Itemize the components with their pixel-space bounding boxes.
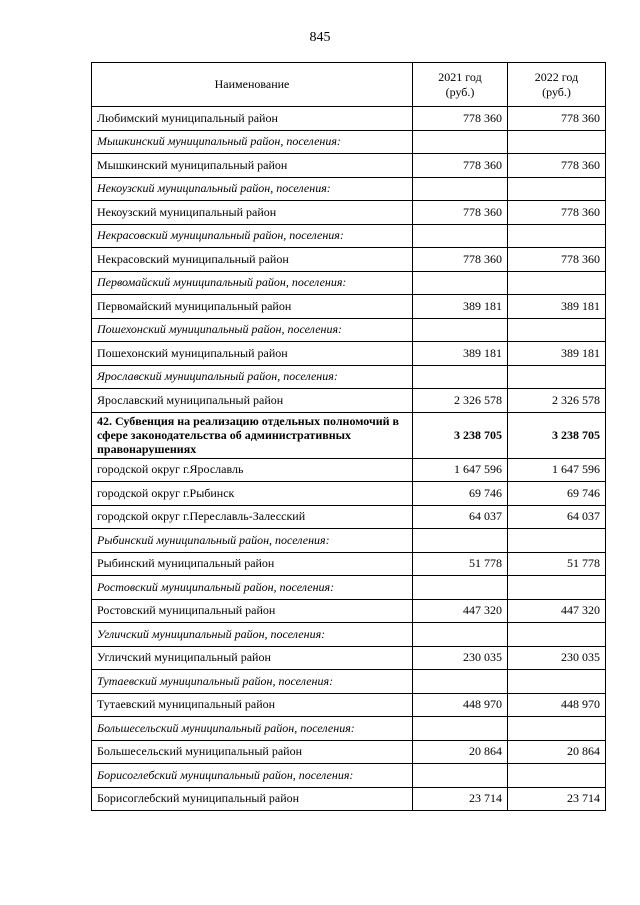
row-name: городской округ г.Рыбинск bbox=[92, 482, 413, 506]
table-row bbox=[92, 107, 606, 131]
row-name: Некрасовский муниципальный район, поселения: bbox=[92, 224, 413, 248]
value-2022: 2 326 578 bbox=[508, 389, 606, 413]
budget-table bbox=[91, 62, 606, 811]
value-2021: 1 647 596 bbox=[413, 458, 508, 482]
row-name: Большесельский муниципальный район, поселения: bbox=[92, 717, 413, 741]
value-2022 bbox=[508, 130, 606, 154]
header-2021-unit: (руб.) bbox=[445, 84, 475, 99]
row-name: Угличский муниципальный район, поселения: bbox=[92, 623, 413, 647]
value-2022 bbox=[508, 224, 606, 248]
value-2022 bbox=[508, 623, 606, 647]
value-2022 bbox=[508, 177, 606, 201]
value-2022: 389 181 bbox=[508, 295, 606, 319]
row-name: Пошехонский муниципальный район, поселения: bbox=[92, 318, 413, 342]
value-2022: 23 714 bbox=[508, 787, 606, 811]
subheader-row bbox=[92, 764, 606, 788]
value-2021 bbox=[413, 177, 508, 201]
header-2021-year: 2021 год bbox=[438, 69, 482, 84]
section-row bbox=[92, 412, 606, 458]
value-2021 bbox=[413, 670, 508, 694]
value-2022: 20 864 bbox=[508, 740, 606, 764]
value-2022: 448 970 bbox=[508, 693, 606, 717]
table-row bbox=[92, 154, 606, 178]
table-row bbox=[92, 787, 606, 811]
subheader-row bbox=[92, 365, 606, 389]
value-2021: 2 326 578 bbox=[413, 389, 508, 413]
row-name: Борисоглебский муниципальный район, поселения: bbox=[92, 764, 413, 788]
row-name: Тутаевский муниципальный район bbox=[92, 693, 413, 717]
table-row bbox=[92, 482, 606, 506]
value-2022: 230 035 bbox=[508, 646, 606, 670]
row-name: 42. Субвенция на реализацию отдельных полномочий в сфере законодательства об административных правонарушениях bbox=[92, 412, 413, 458]
value-2021 bbox=[413, 717, 508, 741]
value-2022: 778 360 bbox=[508, 154, 606, 178]
table-row bbox=[92, 599, 606, 623]
table-row bbox=[92, 552, 606, 576]
subheader-row bbox=[92, 529, 606, 553]
value-2021 bbox=[413, 529, 508, 553]
header-2021 bbox=[413, 63, 508, 107]
value-2021: 69 746 bbox=[413, 482, 508, 506]
value-2021: 447 320 bbox=[413, 599, 508, 623]
row-name: Угличский муниципальный район bbox=[92, 646, 413, 670]
value-2022: 69 746 bbox=[508, 482, 606, 506]
value-2021: 23 714 bbox=[413, 787, 508, 811]
value-2021: 778 360 bbox=[413, 248, 508, 272]
table-row bbox=[92, 458, 606, 482]
subheader-row bbox=[92, 717, 606, 741]
row-name: Мышкинский муниципальный район, поселения: bbox=[92, 130, 413, 154]
table-row bbox=[92, 201, 606, 225]
value-2022: 389 181 bbox=[508, 342, 606, 366]
value-2022 bbox=[508, 271, 606, 295]
value-2022: 778 360 bbox=[508, 107, 606, 131]
table-row bbox=[92, 505, 606, 529]
row-name: Любимский муниципальный район bbox=[92, 107, 413, 131]
value-2021 bbox=[413, 271, 508, 295]
row-name: Некоузский муниципальный район, поселения: bbox=[92, 177, 413, 201]
row-name: городской округ г.Переславль-Залесский bbox=[92, 505, 413, 529]
header-name: Наименование bbox=[92, 63, 413, 107]
value-2021 bbox=[413, 224, 508, 248]
header-2022-year: 2022 год bbox=[534, 69, 579, 84]
value-2021 bbox=[413, 576, 508, 600]
value-2021: 778 360 bbox=[413, 107, 508, 131]
header-2022-unit: (руб.) bbox=[542, 84, 571, 99]
value-2022 bbox=[508, 365, 606, 389]
value-2022: 51 778 bbox=[508, 552, 606, 576]
value-2022: 778 360 bbox=[508, 201, 606, 225]
subheader-row bbox=[92, 177, 606, 201]
table-row bbox=[92, 693, 606, 717]
row-name: Большесельский муниципальный район bbox=[92, 740, 413, 764]
row-name: Борисоглебский муниципальный район bbox=[92, 787, 413, 811]
table-row bbox=[92, 389, 606, 413]
row-name: Рыбинский муниципальный район, поселения: bbox=[92, 529, 413, 553]
value-2021: 20 864 bbox=[413, 740, 508, 764]
value-2021: 51 778 bbox=[413, 552, 508, 576]
subheader-row bbox=[92, 623, 606, 647]
value-2021: 778 360 bbox=[413, 201, 508, 225]
subheader-row bbox=[92, 224, 606, 248]
value-2021: 448 970 bbox=[413, 693, 508, 717]
value-2021 bbox=[413, 130, 508, 154]
value-2021: 389 181 bbox=[413, 342, 508, 366]
table-row bbox=[92, 740, 606, 764]
subheader-row bbox=[92, 318, 606, 342]
row-name: Некоузский муниципальный район bbox=[92, 201, 413, 225]
subheader-row bbox=[92, 576, 606, 600]
page-number: 845 bbox=[309, 30, 331, 45]
value-2022: 64 037 bbox=[508, 505, 606, 529]
value-2022: 447 320 bbox=[508, 599, 606, 623]
subheader-row bbox=[92, 670, 606, 694]
value-2021: 778 360 bbox=[413, 154, 508, 178]
value-2021 bbox=[413, 623, 508, 647]
header-2022 bbox=[508, 63, 606, 107]
value-2021: 230 035 bbox=[413, 646, 508, 670]
row-name: Пошехонский муниципальный район bbox=[92, 342, 413, 366]
value-2022: 3 238 705 bbox=[508, 412, 606, 458]
table-header-row bbox=[92, 63, 606, 107]
value-2021: 64 037 bbox=[413, 505, 508, 529]
value-2021 bbox=[413, 764, 508, 788]
value-2022 bbox=[508, 529, 606, 553]
row-name: Ростовский муниципальный район, поселения: bbox=[92, 576, 413, 600]
table-row bbox=[92, 342, 606, 366]
table-row bbox=[92, 248, 606, 272]
table-row bbox=[92, 646, 606, 670]
row-name: Мышкинский муниципальный район bbox=[92, 154, 413, 178]
value-2022: 1 647 596 bbox=[508, 458, 606, 482]
row-name: Рыбинский муниципальный район bbox=[92, 552, 413, 576]
row-name: Тутаевский муниципальный район, поселения: bbox=[92, 670, 413, 694]
row-name: Ярославский муниципальный район bbox=[92, 389, 413, 413]
table-row bbox=[92, 295, 606, 319]
row-name: городской округ г.Ярославль bbox=[92, 458, 413, 482]
row-name: Некрасовский муниципальный район bbox=[92, 248, 413, 272]
value-2021: 3 238 705 bbox=[413, 412, 508, 458]
value-2021: 389 181 bbox=[413, 295, 508, 319]
subheader-row bbox=[92, 271, 606, 295]
value-2022 bbox=[508, 717, 606, 741]
value-2022 bbox=[508, 576, 606, 600]
row-name: Первомайский муниципальный район, поселения: bbox=[92, 271, 413, 295]
value-2022 bbox=[508, 318, 606, 342]
value-2021 bbox=[413, 318, 508, 342]
row-name: Ростовский муниципальный район bbox=[92, 599, 413, 623]
value-2022 bbox=[508, 764, 606, 788]
value-2022 bbox=[508, 670, 606, 694]
row-name: Первомайский муниципальный район bbox=[92, 295, 413, 319]
subheader-row bbox=[92, 130, 606, 154]
table-body bbox=[92, 107, 606, 811]
value-2022: 778 360 bbox=[508, 248, 606, 272]
row-name: Ярославский муниципальный район, поселения: bbox=[92, 365, 413, 389]
value-2021 bbox=[413, 365, 508, 389]
